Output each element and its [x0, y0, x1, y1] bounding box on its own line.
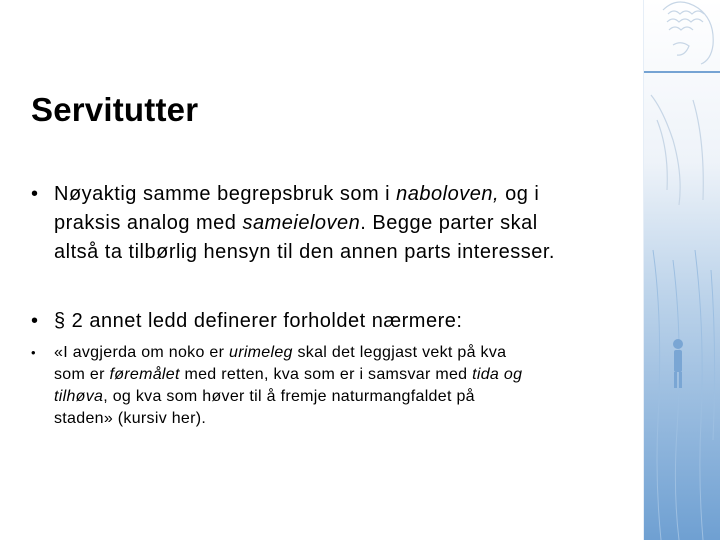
- classical-head-illustration: [643, 0, 720, 540]
- italic-text-run: tilhøva: [54, 388, 104, 405]
- italic-text-run: sameieloven: [242, 212, 361, 234]
- italic-text-run: føremålet: [109, 366, 180, 383]
- bullet-marker: •: [31, 183, 39, 205]
- bullet-line: [54, 386, 629, 408]
- bullet-line: [54, 180, 644, 209]
- text-run: og i: [499, 183, 540, 205]
- text-run: som er: [54, 366, 110, 383]
- bullet-marker: •: [31, 345, 36, 360]
- bullet-line: [54, 238, 644, 267]
- italic-text-run: urimeleg: [229, 344, 293, 361]
- text-run: , og kva som høver til å fremje naturmangfaldet på: [103, 388, 475, 405]
- bullet-text: [54, 342, 629, 430]
- bullet-item-3: [31, 342, 641, 430]
- italic-text-run: naboloven,: [396, 183, 500, 205]
- text-run: skal det leggjast vekt på kva: [292, 344, 507, 361]
- bullet-line: [54, 342, 629, 364]
- text-run: med retten, kva som er i samsvar med: [179, 366, 473, 383]
- text-run: praksis analog med: [54, 212, 243, 234]
- bullet-item-2: [31, 308, 641, 334]
- bullet-text: [54, 308, 644, 334]
- text-run: altså ta tilbørlig hensyn til den annen parts interesser.: [54, 241, 555, 263]
- bullet-item-1: [31, 180, 641, 267]
- slide-title: Servitutter: [31, 91, 199, 128]
- bullet-marker: •: [31, 310, 39, 332]
- text-run: § 2 annet ledd definerer forholdet nærmere:: [54, 310, 463, 332]
- text-run: Nøyaktig samme begrepsbruk som i: [54, 183, 397, 205]
- decorative-side-strip: [643, 0, 720, 540]
- text-run: staden» (kursiv her).: [54, 410, 207, 427]
- bullet-line: [54, 408, 629, 430]
- text-run: «I avgjerda om noko er: [54, 344, 229, 361]
- bullet-line: [54, 209, 644, 238]
- bullet-text: [54, 180, 644, 267]
- bullet-line: [54, 308, 644, 334]
- text-run: . Begge parter skal: [360, 212, 538, 234]
- italic-text-run: tida og: [472, 366, 523, 383]
- bullet-line: [54, 364, 629, 386]
